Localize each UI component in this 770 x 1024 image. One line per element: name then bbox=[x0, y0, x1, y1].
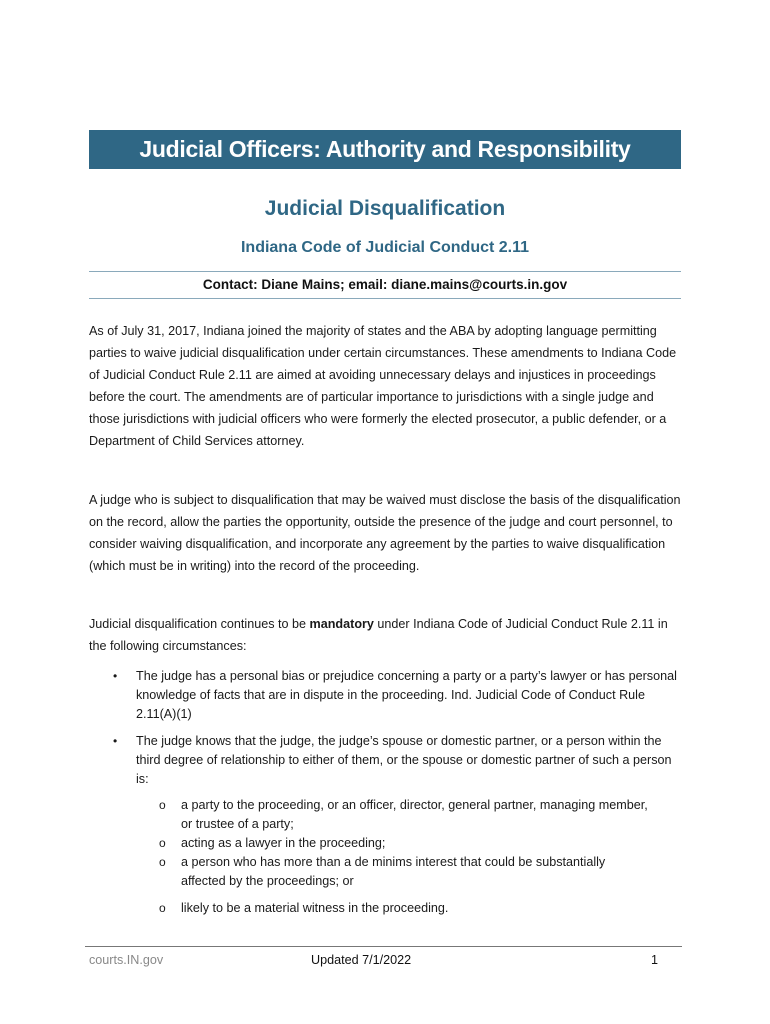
footer-site: courts.IN.gov bbox=[89, 953, 164, 967]
sub-list-item-text: a person who has more than a de minims interest that could be substantially affected by the proceedings; or bbox=[181, 855, 606, 888]
paragraph-mandatory-tail: under Indiana Code of Judicial Conduct Rule 2.11 in the following circumstances: bbox=[89, 617, 668, 653]
banner-title: Judicial Officers: Authority and Responsibility bbox=[89, 130, 681, 169]
bullet-marker: • bbox=[113, 734, 118, 748]
paragraph-intro: As of July 31, 2017, Indiana joined the majority of states and the ABA by adopting language permitting parties to waive judicial disqualification under certain circumstances. These amendments to Indiana Code of Judicial Conduct Rule 2.11 are aimed at avoiding unnecessary delays and injustices in proceedings before the court. The amendments are of particular importance to jurisdictions with a single judge and those jurisdictions with judicial officers who were formerly the elected prosecutor, a public defender, or a Department of Child Services attorney. bbox=[89, 324, 677, 448]
contact-line: Contact: Diane Mains; email: diane.mains@courts.in.gov bbox=[202, 277, 568, 292]
sub-bullet-marker: o bbox=[159, 836, 166, 850]
paragraph-mandatory-lead: Judicial disqualification continues to be bbox=[89, 617, 310, 631]
code-reference: Indiana Code of Judicial Conduct 2.11 bbox=[240, 239, 530, 256]
sub-list-item-text: acting as a lawyer in the proceeding; bbox=[181, 836, 386, 850]
contact-top-rule bbox=[89, 271, 681, 272]
sub-bullet-marker: o bbox=[159, 855, 166, 869]
contact-bottom-rule bbox=[89, 298, 681, 299]
list-item-text: The judge knows that the judge, the judge’s spouse or domestic partner, or a person within the third degree of relationship to either of them, or the spouse or domestic partner of such a person is: bbox=[136, 734, 672, 786]
sub-list-item-text: a party to the proceeding, or an officer, director, general partner, managing member, or trustee of a party; bbox=[181, 798, 648, 831]
document-subtitle: Judicial Disqualification bbox=[264, 197, 506, 220]
footer-updated-date: Updated 7/1/2022 bbox=[311, 953, 412, 967]
list-item-text: The judge has a personal bias or prejudice concerning a party or a party’s lawyer or has personal knowledge of facts that are in dispute in the proceeding. Ind. Judicial Code of Conduct Rule 2.11(A)(1) bbox=[136, 669, 677, 721]
footer-divider bbox=[85, 946, 682, 947]
sub-bullet-marker: o bbox=[159, 798, 166, 812]
mandatory-emphasis: mandatory bbox=[309, 617, 374, 631]
sub-bullet-marker: o bbox=[159, 901, 166, 915]
page-number: 1 bbox=[651, 953, 659, 967]
paragraph-waiver: A judge who is subject to disqualification that may be waived must disclose the basis of the disqualification on the record, allow the parties the opportunity, outside the presence of the judge and court personnel, to consider waiving disqualification, and incorporate any agreement by the parties to waive disqualification (which must be in writing) into the record of the proceeding. bbox=[89, 493, 681, 573]
bullet-marker: • bbox=[113, 669, 118, 683]
sub-list-item-text: likely to be a material witness in the proceeding. bbox=[181, 901, 449, 915]
paragraph-mandatory bbox=[89, 613, 681, 657]
